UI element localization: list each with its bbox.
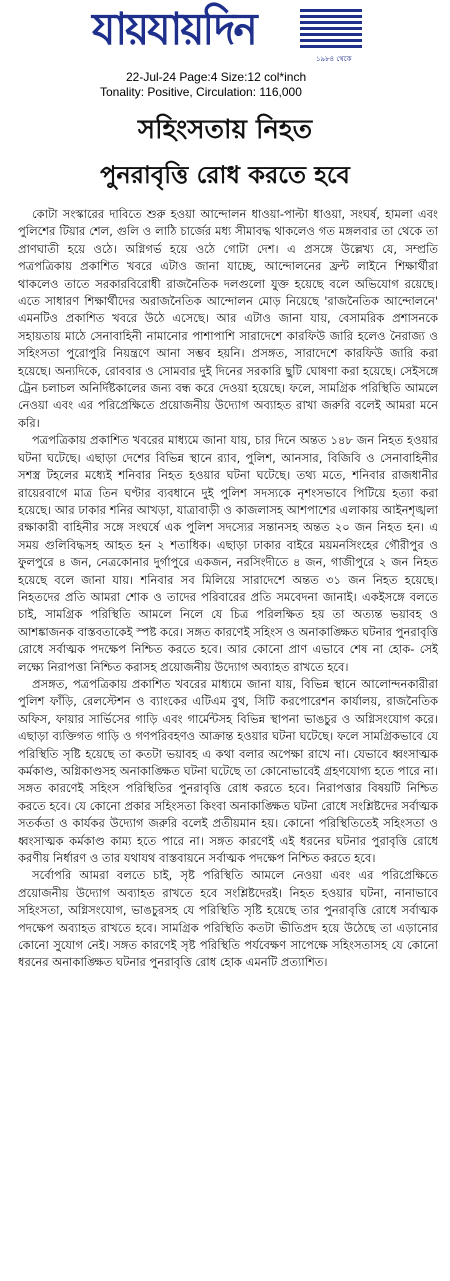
- headline-line-2: পুনরাবৃত্তি রোধ করতে হবে: [100, 161, 350, 189]
- article-paragraph: কোটা সংস্কারের দাবিতে শুরু হওয়া আন্দোলন ধাওয়া-পাল্টা ধাওয়া, সংঘর্ষ, হামলা এবং পুলিশের টিয়ার শেল, গুলি ও লাঠি চার্জের মধ্য সীমাবদ্ধ থাকলেও গত মঙ্গলবার তা থেকে তা প্রাণঘাতী হয়ে ওঠে। অগ্নিগর্ভ হয়ে ওঠে গোটা দেশ। এ প্রসঙ্গে উল্লেখ্য যে, সম্প্রতি পত্রপত্রিকায় প্রকাশিত খবরে এটাও জানা যাচ্ছে, আন্দোলনের ফ্রন্ট লাইনে শিক্ষার্থীরা থাকলেও তাতে সরকারবিরোধী রাজনৈতিক দলগুলো যুক্ত হয়েছে বলে অভিযোগ রয়েছে। এতে সাধারণ শিক্ষার্থীদের অরাজনৈতিক আন্দোলন মোড় নিয়েছে 'রাজনৈতিক আন্দোলনে' এমনটিও প্রকাশিত খবরে উঠে এসেছে। আর এটাও জানা যায়, বেসামরিক প্রশাসনকে সহায়তায় মাঠে সেনাবাহিনী নামানোর পাশাপাশি সারাদেশে কারফিউ জারি হলেও নৈরাজ্য ও সহিংসতা পুরোপুরি নিয়ন্ত্রণে আনা সম্ভব হয়নি। প্রসঙ্গত, সারাদেশে কারফিউ জারি করা হয়েছে। অন্যদিকে, রোববার ও সোমবার দুই দিনের সরকারি ছুটি ঘোষণা করা হয়েছে। সেইসঙ্গে ট্রেন চলাচল অনির্দিষ্টকালের জন্য বন্ধ করে দেওয়া হয়েছে। ফলে, সামগ্রিক পরিস্থিতি আমলে নেওয়া এবং এর পরিপ্রেক্ষিতে প্রয়োজনীয় উদ্যোগ অব্যাহত রাখা জরুরি বলেই আমরা মনে করি।: [18, 207, 438, 430]
- headline-line-1: সহিংসতায় নিহত: [137, 115, 313, 145]
- clipping-date-page-size: 22-Jul-24 Page:4 Size:12 col*inch: [126, 70, 307, 84]
- article-paragraph: প্রসঙ্গত, পত্রপত্রিকায় প্রকাশিত খবরের মাধ্যমে জানা যায়, বিভিন্ন স্থানে আলোন্দনকারীরা পুলিশ ফাঁড়ি, রেলস্টেশন ও ব্যাংকের এটিএম বুথ, সিটি করপোরেশন কার্যালয়, রাজনৈতিক অফিস, ফায়ার সার্ভিসের গাড়ি এবং গার্মেন্টসহ বিভিন্ন স্থাপনা ভাঙচুর ও অগ্নিসংযোগ করে। এছাড়া ব্যক্তিগত গাড়ি ও গণপরিবহণও আক্রান্ত হওয়ার ঘটনা ঘটেছে। ফলে সামগ্রিকভাবে যে পরিস্থিতি সৃষ্টি হয়েছে তা কতটা ভয়াবহ এ কথা বলার অপেক্ষা রাখে না। যেভাবে ধ্বংসাত্মক কর্মকাণ্ড, অগ্নিকাণ্ডসহ অনাকাঙ্ক্ষিত ঘটনা ঘটেছে তা কোনোভাবেই গ্রহণযোগ্য হতে পারে না। সঙ্গত কারণেই সহিংস পরিস্থিতির পুনরাবৃত্তি রোধ করতে হবে। নিরাপত্তার বিষয়টি নিশ্চিত করতে হবে। যে কোনো প্রকার সহিংসতা কিংবা অনাকাঙ্ক্ষিত ঘটনা রোধে সংশ্লিষ্টদের সর্বাত্মক সতর্কতা ও কার্যকর উদ্যোগ জরুরি বলেই প্রতীয়মান হয়। কোনো পরিস্থিতিতেই সহিংসতা ও ধ্বংসাত্মক কর্মকাণ্ড কাম্য হতে পারে না। সঙ্গত কারণেই এই ধরনের ঘটনার পুরাবৃত্তি রোধে করণীয় নির্ধারণ ও তার যথাযথ বাস্তবায়নে সর্বাত্মক পদক্ষেপ নিশ্চিত করতে হবে।: [18, 676, 438, 866]
- clipping-tonality-circulation: Tonality: Positive, Circulation: 116,000: [100, 85, 302, 99]
- masthead: [0, 0, 450, 66]
- logo-tagline: ১৯৮৪ থেকে: [316, 55, 352, 63]
- logo-stripes-decoration: [300, 9, 362, 51]
- article-paragraph: সর্বোপরি আমরা বলতে চাই, সৃষ্ট পরিস্থিতি আমলে নেওয়া এবং এর পরিপ্রেক্ষিতে প্রয়োজনীয় উদ্যোগ অব্যাহত রাখতে হবে সংশ্লিষ্টদেরই। নিহত হওয়ার ঘটনা, নানাভাবে সহিংসতা, অগ্নিসংযোগ, ভাঙচুরসহ যে পরিস্থিতি সৃষ্টি হয়েছে তার পুনরাবৃত্তি রোধে সর্বাত্মক পদক্ষেপ অব্যাহত রাখতে হবে। সামগ্রিক পরিস্থিতি কতটা ভীতিপ্রদ হয়ে উঠেছে তা এড়ানোর কোনো সুযোগ নেই। সঙ্গত কারণেই সৃষ্ট পরিস্থিতি পর্যবেক্ষণ সাপেক্ষে সহিংসতাসহ যে কোনো ধরনের অনাকাঙ্ক্ষিত ঘটনার পুনরাবৃত্তি রোধ হোক এমনটি প্রত্যাশিত।: [18, 868, 438, 970]
- article-paragraph: পত্রপত্রিকায় প্রকাশিত খবরের মাধ্যমে জানা যায়, চার দিনে অন্তত ১৪৮ জন নিহত হওয়ার ঘটনা ঘটেছে। এছাড়া দেশের বিভিন্ন স্থানে র‍্যাব, পুলিশ, আনসার, বিজিবি ও সেনাবাহিনীর সশস্ত্র টহলের মধ্যেই শনিবার নিহত হওয়ার ঘটনা ঘটেছে। তথ্য মতে, শনিবার রাজধানীর রায়েরবাগে মাত্র তিন ঘণ্টার ব্যবধানে দুই পুলিশ সদস্যকে নৃশংসভাবে পিটিয়ে হত্যা করা হয়েছে। আর ঢাকার শনির আখড়া, যাত্রাবাড়ী ও কাজলাসহ আশপাশের এলাকায় আইনশৃঙ্খলা রক্ষাকারী বাহিনীর সঙ্গে সংঘর্ষে এক পুলিশ সদস্যের সন্তানসহ অন্তত ২০ জন নিহত হন। এ সময় গুলিবিদ্ধসহ আহত হন ২ শতাধিক। এছাড়া ঢাকার বাইরে ময়মনসিংহের গৌরীপুর ও ফুলপুরে ৪ জন, নেত্রকোনার দুর্গাপুরে একজন, নরসিংদীতে ৪ জন, গাজীপুরে ২ জন নিহত হয়েছে বলে জানা যায়। শনিবার সব মিলিয়ে সারাদেশে অন্তত ৩১ জন নিহত হয়েছে। নিহতদের প্রতি আমরা শোক ও তাদের পরিবারের প্রতি সমবেদনা জানাই। একইসঙ্গে বলতে চাই, সামগ্রিক পরিস্থিতি আমলে নিলে যে চিত্র পরিলক্ষিত হয় তা অত্যন্ত ভয়াবহ ও আশঙ্কাজনক বাস্তবতাকেই স্পষ্ট করে। সঙ্গত কারণেই সহিংস ও অনাকাঙ্ক্ষিত ঘটনার পুনরাবৃত্তি রোধে সর্বাত্মক পদক্ষেপ নিশ্চিত করতে হবে। আর কোনো প্রাণ এভাবে শেষ না হোক- সেই লক্ষ্যে নিরাপত্তা নিশ্চিত করাসহ প্রয়োজনীয় উদ্যোগ অব্যাহত রাখতে হবে।: [18, 433, 438, 674]
- article-body: [18, 206, 438, 1272]
- clipping-meta: [100, 70, 446, 100]
- newspaper-logo: যায়যায়দিন: [92, 4, 256, 55]
